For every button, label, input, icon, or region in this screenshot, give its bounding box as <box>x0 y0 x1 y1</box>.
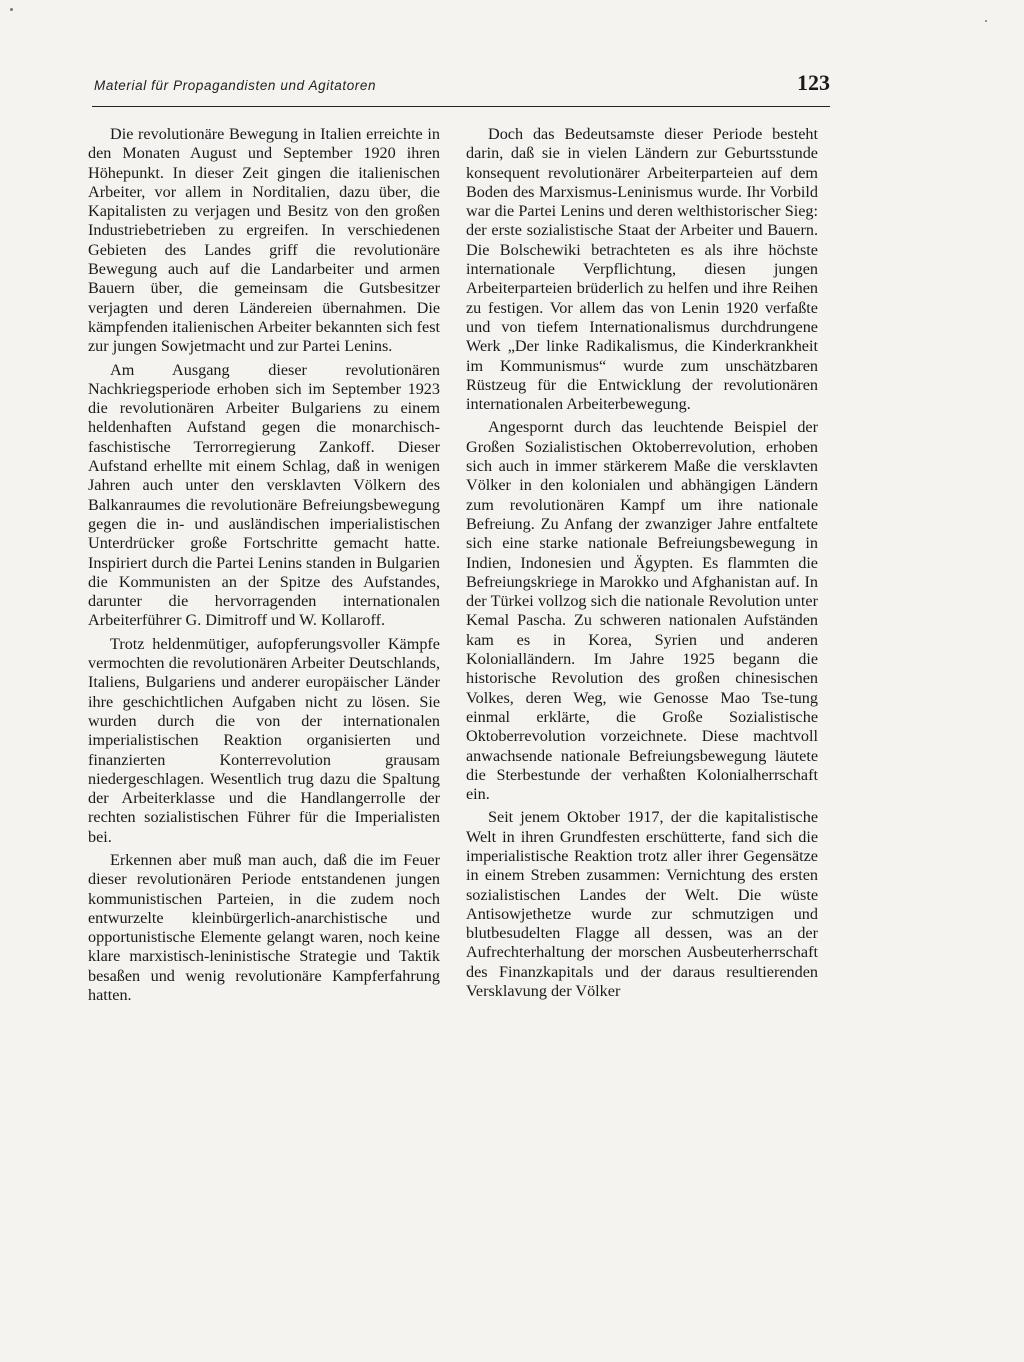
paragraph-colonial-liberation: Angespornt durch das leuchtende Beispiel der Großen Sozialistischen Oktoberrevolution, erhoben sich auch in immer stärkerem Maße die versklavten Völker in den kolonialen und abhängigen Ländern zum revolutionären Kampf um ihre nationale Befreiung. Zu Anfang der zwanziger Jahre entfaltete sich eine starke nationale Befreiungsbewegung in Indien, Indonesien und Ägypten. Es flammten die Befreiungskriege in Marokko und Afghanistan auf. In der Türkei vollzog sich die nationale Revolution unter Kemal Pascha. Zu schweren nationalen Aufständen kam es in Korea, Syrien und anderen Kolonialländern. Im Jahre 1925 begann die historische Revolution des großen chinesischen Volkes, deren Weg, wie Genosse Mao Tse-tung einmal erklärte, die Große Sozialistische Oktoberrevolution vorzeichnete. Diese machtvoll anwachsende nationale Befreiungsbewegung läutete die Sterbestunde der verhaßten Kolonialherrschaft ein. <box>466 418 818 804</box>
paragraph-bulgaria: Am Ausgang dieser revolutionären Nachkriegsperiode erhoben sich im September 1923 die revolutionären Arbeiter Bulgariens zu einem heldenhaften Aufstand gegen die monarchisch-faschistische Terrorregierung Zankoff. Dieser Aufstand erhellte mit einem Schlag, daß in wenigen Jahren auch unter den versklavten Völkern des Balkanraumes die revolutionäre Befreiungsbewegung gegen die in- und ausländischen imperialistischen Unterdrücker große Fortschritte gemacht hatte. Inspiriert durch die Partei Lenins standen in Bulgarien die Kommunisten an der Spitze des Aufstandes, darunter die hervorragenden internationalen Arbeiterführer G. Dimitroff und W. Kollaroff. <box>88 360 440 630</box>
running-header-title: Material für Propagandisten und Agitatoren <box>94 78 377 93</box>
paragraph-imperialist-reaction: Seit jenem Oktober 1917, der die kapitalistische Welt in ihren Grundfesten erschütterte, fand sich die imperialistische Reaktion trotz aller ihrer Gegensätze in einem Streben zusammen: Vernichtung des ersten sozialistischen Landes der Welt. Die wüste Antisowjethetze wurde zur schmutzigen und blutbesudelten Flagge all dessen, was an der Aufrechterhaltung der morschen Ausbeuterherrschaft des Finanzkapitals und der daraus resultierenden Versklavung der Völker <box>466 808 818 1001</box>
scan-speck <box>985 20 987 22</box>
paragraph-defeat: Trotz heldenmütiger, aufopferungsvoller Kämpfe vermochten die revolutionären Arbeiter Deutschlands, Italiens, Bulgariens und anderer europäischer Länder ihre geschichtlichen Aufgaben nicht zu lösen. Sie wurden durch die von der internationalen imperialistischen Reaktion organisierten und finanzierten Konterrevolution grausam niedergeschlagen. Wesentlich trug dazu die Spaltung der Arbeiterklasse und die Handlangerrolle der rechten sozialistischen Führer für die Imperialisten bei. <box>88 634 440 846</box>
paragraph-significance: Doch das Bedeutsamste dieser Periode besteht darin, daß sie in vielen Ländern zur Geburtsstunde konsequent revolutionärer Arbeiterparteien auf dem Boden des Marxismus-Leninismus wurde. Ihr Vorbild war die Partei Lenins und deren welthistorischer Sieg: der erste sozialistische Staat der Arbeiter und Bauern. Die Bolschewiki betrachteten es als ihre höchste internationale Verpflichtung, diesen jungen Arbeiterparteien brüderlich zu helfen und ihre Reihen zu festigen. Vor allem das von Lenin 1920 verfaßte und von tiefem Internationalismus durchdrungene Werk „Der linke Radikalismus, die Kinderkrankheit im Kommunismus“ wurde zum unschätzbaren Rüstzeug für die Entwicklung der revolutionären internationalen Arbeiterbewegung. <box>466 125 818 414</box>
left-column <box>88 125 440 1009</box>
right-column <box>466 125 818 1005</box>
page-number: 123 <box>797 70 830 95</box>
paragraph-italy: Die revolutionäre Bewegung in Italien erreichte in den Monaten August und September 1920 ihren Höhepunkt. In dieser Zeit gingen die italienischen Arbeiter, vor allem in Norditalien, dazu über, die Kapitalisten zu verjagen und Besitz von den großen Industriebetrieben zu ergreifen. In verschiedenen Gebieten des Landes griff die revolutionäre Bewegung auch auf die Landarbeiter und armen Bauern über, die gemeinsam die Gutsbesitzer verjagten und deren Ländereien übernahmen. Die kämpfenden italienischen Arbeiter bekannten sich fest zur jungen Sowjetmacht und zur Partei Lenins. <box>88 125 440 356</box>
scan-speck <box>10 8 13 11</box>
running-header <box>92 70 830 107</box>
paragraph-young-parties: Erkennen aber muß man auch, daß die im Feuer dieser revolutionären Periode entstandenen jungen kommunistischen Parteien, in die zudem noch entwurzelte kleinbürgerlich-anarchistische und opportunistische Elemente gelangt waren, noch keine klare marxistisch-leninistische Strategie und Taktik besaßen und wenig revolutionäre Kampferfahrung hatten. <box>88 850 440 1005</box>
